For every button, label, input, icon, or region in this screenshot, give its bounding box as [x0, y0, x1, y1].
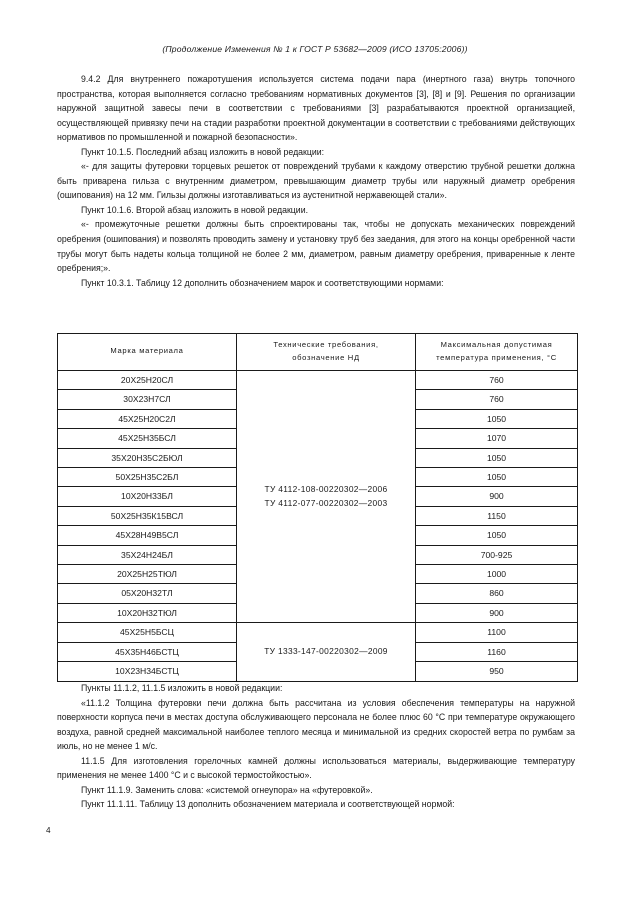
cell-temperature: 1070 — [416, 429, 578, 448]
tu-stack-group-1 — [237, 483, 415, 509]
materials-table — [57, 333, 578, 682]
table-12-wrapper — [57, 333, 577, 682]
cell-grade: 45Х25Н5БСЦ — [58, 623, 237, 642]
cell-specification-group-1 — [237, 371, 416, 623]
cell-grade: 50Х25Н35С2БЛ — [58, 468, 237, 487]
cell-grade: 10Х20Н32ТЮЛ — [58, 603, 237, 622]
column-header-grade-line1: Марка материала — [110, 346, 184, 356]
cell-temperature: 1050 — [416, 468, 578, 487]
cell-temperature: 900 — [416, 487, 578, 506]
paragraph-11-1-2-intro: Пункты 11.1.2, 11.1.5 изложить в новой редакции: — [81, 683, 283, 693]
tu-line: ТУ 4112-077-00220302—2003 — [264, 497, 388, 508]
cell-grade: 50Х25Н35К15ВСЛ — [58, 506, 237, 525]
paragraph-10-1-6-intro: Пункт 10.1.6. Второй абзац изложить в новой редакции. — [81, 204, 309, 215]
paragraph-10-1-5-intro: Пункт 10.1.5. Последний абзац изложить в новой редакции: — [81, 146, 325, 157]
cell-grade: 45Х35Н46БСТЦ — [58, 642, 237, 661]
column-header-specification — [237, 334, 416, 371]
column-header-grade — [58, 334, 237, 371]
cell-temperature: 700-925 — [416, 545, 578, 564]
table-row — [58, 371, 578, 390]
cell-temperature: 1050 — [416, 526, 578, 545]
cell-temperature: 1100 — [416, 623, 578, 642]
cell-grade: 20Х25Н25ТЮЛ — [58, 565, 237, 584]
column-header-temperature-line2: температура применения, °С — [436, 352, 557, 362]
cell-grade: 35Х20Н35С2БЮЛ — [58, 448, 237, 467]
column-header-temperature — [416, 334, 578, 371]
column-header-temperature-line1: Максимальная допустимая — [440, 340, 553, 349]
cell-grade: 20Х25Н20СЛ — [58, 371, 237, 390]
table-row — [58, 623, 578, 642]
tu-line: ТУ 1333-147-00220302—2009 — [264, 646, 388, 657]
cell-grade: 45Х25Н35БСЛ — [58, 429, 237, 448]
cell-grade: 45Х28Н49В5СЛ — [58, 526, 237, 545]
cell-temperature: 1050 — [416, 448, 578, 467]
cell-temperature: 950 — [416, 662, 578, 681]
paragraph-11-1-5-text: 11.1.5 Для изготовления горелочных камней должны использоваться материалы, выдерживающие температуру применения не менее 1400 °С и с высокой термостойкостью». — [57, 755, 575, 781]
cell-temperature: 1150 — [416, 506, 578, 525]
column-header-specification-line1: Технические требования, — [273, 340, 379, 349]
paragraph-10-1-5-text: «- для защиты футеровки торцевых решеток от повреждений трубами к каждому отверстию трубной решетки должна быть приварена гильза с внутренним диаметром, превышающим диаметр трубы или наружный диаметр оребрения (ошипования) на 12 мм. Гильзы должны изготавливаться из аустенитной нержавеющей стали». — [57, 161, 575, 201]
cell-temperature: 900 — [416, 603, 578, 622]
paragraph-10-1-6-text: «- промежуточные решетки должны быть спроектированы так, чтобы не допускать механических повреждений оребрения (ошипования) и позволять проводить замену и установку труб без заедания, для этого на концы оребренной части трубы могут быть надеты кольца толщиной не более 2 мм, диаметром, равным диаметру оребрения, приваренные к ленте оребрения;». — [57, 219, 575, 274]
table-body — [58, 371, 578, 682]
cell-temperature: 1050 — [416, 409, 578, 428]
tu-stack-group-2 — [237, 645, 415, 658]
table-header — [58, 334, 578, 371]
cell-grade: 10Х20Н33БЛ — [58, 487, 237, 506]
paragraph-11-1-9: Пункт 11.1.9. Заменить слова: «системой огнеупора» на «футеровкой». — [81, 784, 373, 795]
page-number: 4 — [46, 826, 51, 835]
cell-grade: 35Х24Н24БЛ — [58, 545, 237, 564]
cell-temperature: 860 — [416, 584, 578, 603]
cell-grade: 45Х25Н20С2Л — [58, 409, 237, 428]
column-header-specification-line2: обозначение НД — [292, 352, 360, 362]
cell-grade: 30Х23Н7СЛ — [58, 390, 237, 409]
tu-line: ТУ 4112-108-00220302—2006 — [264, 484, 388, 495]
running-head: (Продолжение Изменения № 1 к ГОСТ Р 53682—2009 (ИСО 13705:2006)) — [162, 44, 468, 54]
cell-temperature: 760 — [416, 371, 578, 390]
cell-specification-group-2 — [237, 623, 416, 681]
paragraph-9-4-2: 9.4.2 Для внутреннего пожаротушения используется система подачи пара (инертного газа) внутрь топочного пространства, которая выполняется согласно требованиям нормативных документов [3], [8] и [9]. Решения по организации наружной защитной завесы печи в соответствии с требованиями [3] разрабатываются проектной организацией, осуществляющей привязку печи на стадии разработки проектной документации в соответствии с требованиями действующих нормативов по промышленной и пожарной безопасности». — [57, 74, 575, 143]
cell-temperature: 1000 — [416, 565, 578, 584]
paragraph-11-1-11: Пункт 11.1.11. Таблицу 13 дополнить обозначением материала и соответствующей нормой: — [81, 799, 455, 810]
cell-grade: 10Х23Н34БСТЦ — [58, 662, 237, 681]
body-text-bottom — [57, 681, 575, 812]
body-text-top — [57, 72, 575, 290]
paragraph-11-1-2-text: «11.1.2 Толщина футеровки печи должна быть рассчитана из условия обеспечения температуры на наружной поверхности корпуса печи в местах доступа обслуживающего персонала не более плюс 60 °С при температуре окружающего воздуха, равной средней максимальной наиболее теплого месяца и минимальной из средних скоростей ветра по румбам за июль, но не менее 1 м/с. — [57, 697, 575, 752]
table-header-row — [58, 334, 578, 371]
cell-temperature: 760 — [416, 390, 578, 409]
cell-grade: 05Х20Н32ТЛ — [58, 584, 237, 603]
paragraph-10-3-1-intro: Пункт 10.3.1. Таблицу 12 дополнить обозначением марок и соответствующими нормами: — [81, 277, 444, 288]
cell-temperature: 1160 — [416, 642, 578, 661]
